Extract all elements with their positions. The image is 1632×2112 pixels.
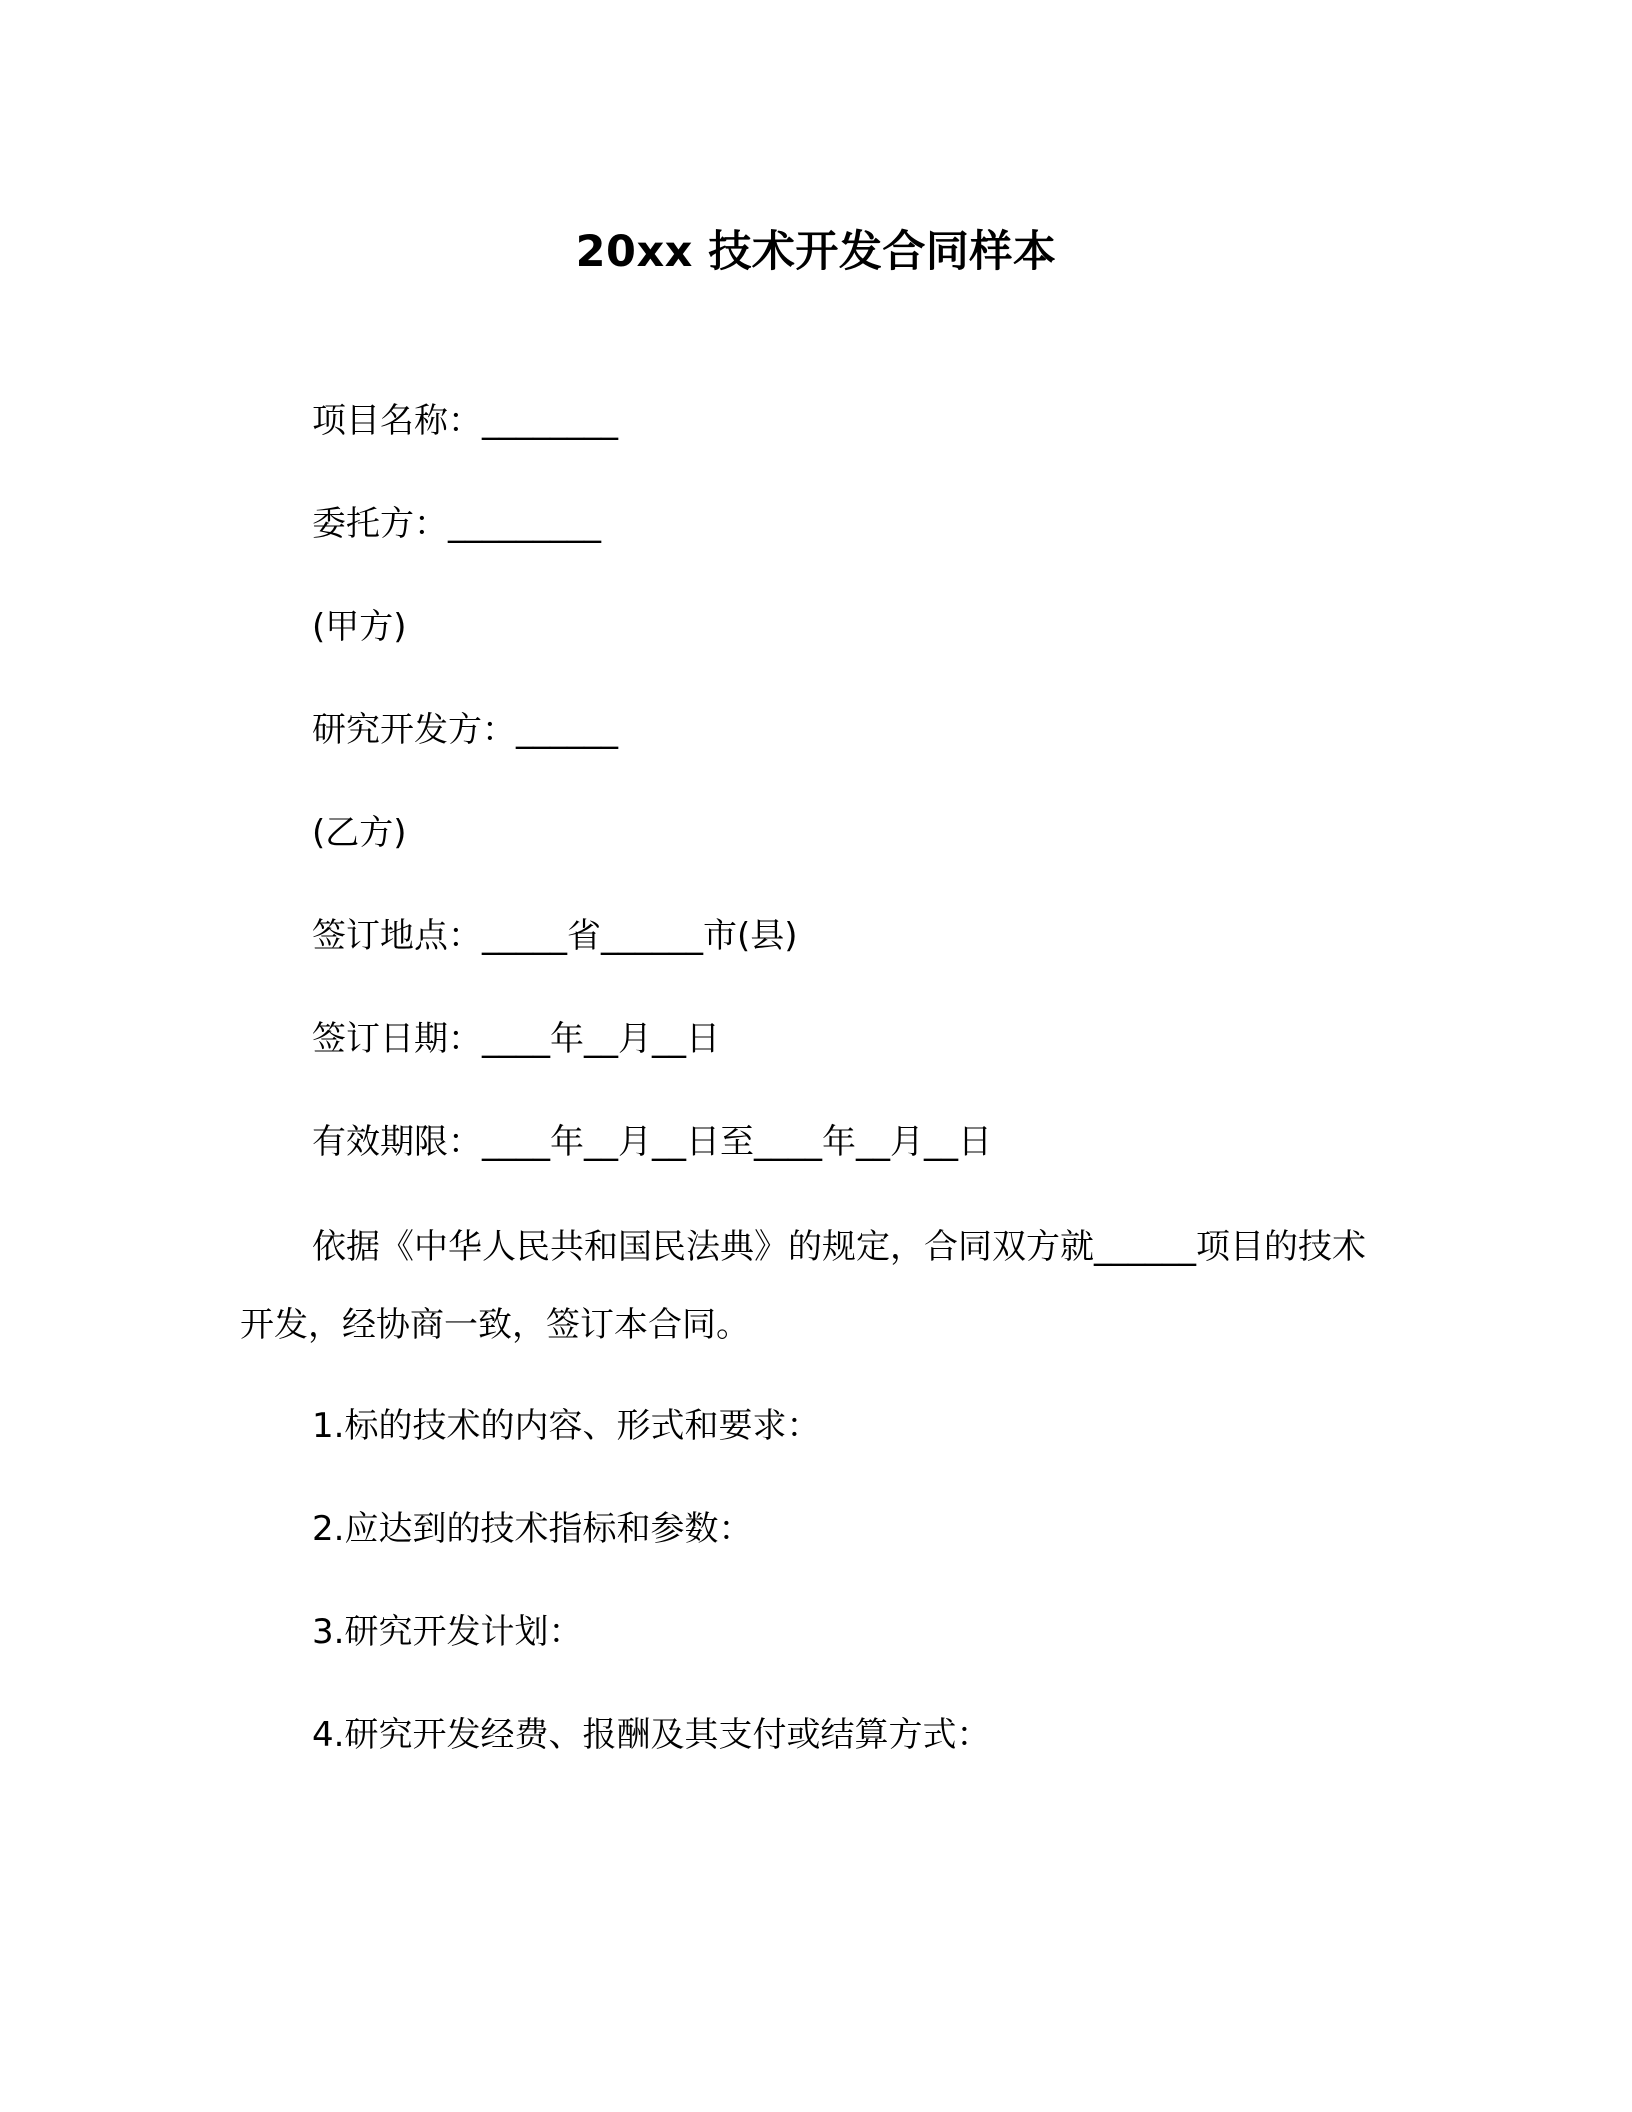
clause-4: 4.研究开发经费、报酬及其支付或结算方式：	[312, 1715, 991, 1755]
preamble-paragraph: 依据《中华人民共和国民法典》的规定，合同双方就______项目的技术开发，经协商一致，签订本合同。	[240, 1227, 1366, 1345]
field-party-a: (甲方)	[312, 607, 407, 647]
field-client: 委托方：_________	[312, 504, 601, 544]
field-party-b: (乙方)	[312, 813, 407, 853]
clause-2: 2.应达到的技术指标和参数：	[312, 1509, 753, 1549]
field-project-name: 项目名称：________	[312, 401, 618, 441]
clause-3: 3.研究开发计划：	[312, 1612, 583, 1652]
clause-1: 1.标的技术的内容、形式和要求：	[312, 1406, 821, 1446]
document-title: 20xx 技术开发合同样本	[575, 227, 1057, 277]
field-signing-place: 签订地点：_____省______市(县)	[312, 916, 798, 956]
field-developer: 研究开发方：______	[312, 710, 618, 750]
field-signing-date: 签订日期：____年__月__日	[312, 1019, 720, 1059]
field-validity-period: 有效期限：____年__月__日至____年__月__日	[312, 1122, 992, 1162]
